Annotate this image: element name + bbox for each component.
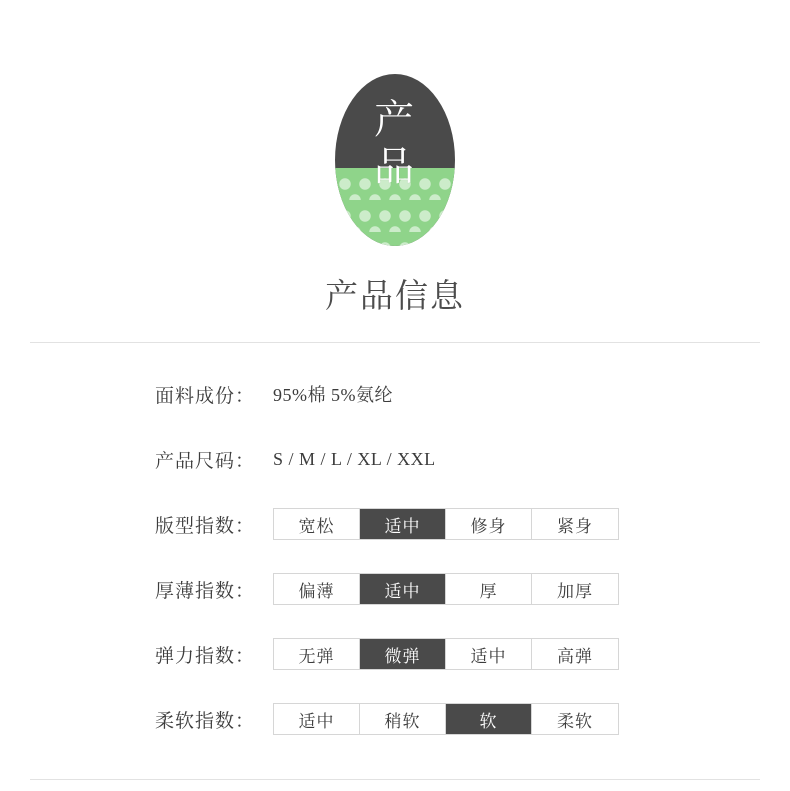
scale-cell: 紧身 bbox=[532, 509, 618, 539]
product-info-list bbox=[155, 378, 750, 735]
scale-cell: 宽松 bbox=[274, 509, 360, 539]
softness-index-scale bbox=[273, 703, 619, 735]
info-row-label: 柔软指数： bbox=[155, 710, 256, 732]
info-row-size bbox=[155, 443, 750, 475]
scale-cell: 适中 bbox=[446, 639, 532, 669]
product-badge-container bbox=[0, 74, 790, 246]
info-row-fabric bbox=[155, 378, 750, 410]
divider-top bbox=[30, 342, 760, 343]
fit-index-scale bbox=[273, 508, 619, 540]
elasticity-index-scale bbox=[273, 638, 619, 670]
scale-cell: 厚 bbox=[446, 574, 532, 604]
scale-cell-selected: 适中 bbox=[360, 509, 446, 539]
fabric-composition-value: 95%棉 5%氨纶 bbox=[273, 385, 393, 405]
info-row-label: 产品尺码： bbox=[155, 450, 256, 472]
thickness-index-scale bbox=[273, 573, 619, 605]
scale-cell: 稍软 bbox=[360, 704, 446, 734]
info-row-label: 版型指数： bbox=[155, 515, 256, 537]
page-title: 产品信息 bbox=[325, 279, 465, 315]
badge-char-2: 品 bbox=[374, 144, 416, 189]
scale-cell: 修身 bbox=[446, 509, 532, 539]
info-row-elasticity bbox=[155, 638, 750, 670]
scale-cell-selected: 微弹 bbox=[360, 639, 446, 669]
info-row-thickness bbox=[155, 573, 750, 605]
info-row-label: 面料成份： bbox=[155, 385, 256, 407]
scale-cell-selected: 软 bbox=[446, 704, 532, 734]
scale-cell: 适中 bbox=[274, 704, 360, 734]
scale-cell: 无弹 bbox=[274, 639, 360, 669]
scale-cell: 高弹 bbox=[532, 639, 618, 669]
scale-cell-selected: 适中 bbox=[360, 574, 446, 604]
info-row-fit bbox=[155, 508, 750, 540]
scale-cell: 柔软 bbox=[532, 704, 618, 734]
badge-text bbox=[335, 96, 455, 190]
product-badge bbox=[335, 74, 455, 246]
info-row-label: 厚薄指数： bbox=[155, 580, 256, 602]
scale-cell: 偏薄 bbox=[274, 574, 360, 604]
badge-char-1: 产 bbox=[374, 97, 416, 142]
info-row-softness bbox=[155, 703, 750, 735]
info-row-label: 弹力指数： bbox=[155, 645, 256, 667]
size-range-value: S / M / L / XL / XXL bbox=[273, 448, 436, 469]
scale-cell: 加厚 bbox=[532, 574, 618, 604]
divider-bottom bbox=[30, 779, 760, 780]
